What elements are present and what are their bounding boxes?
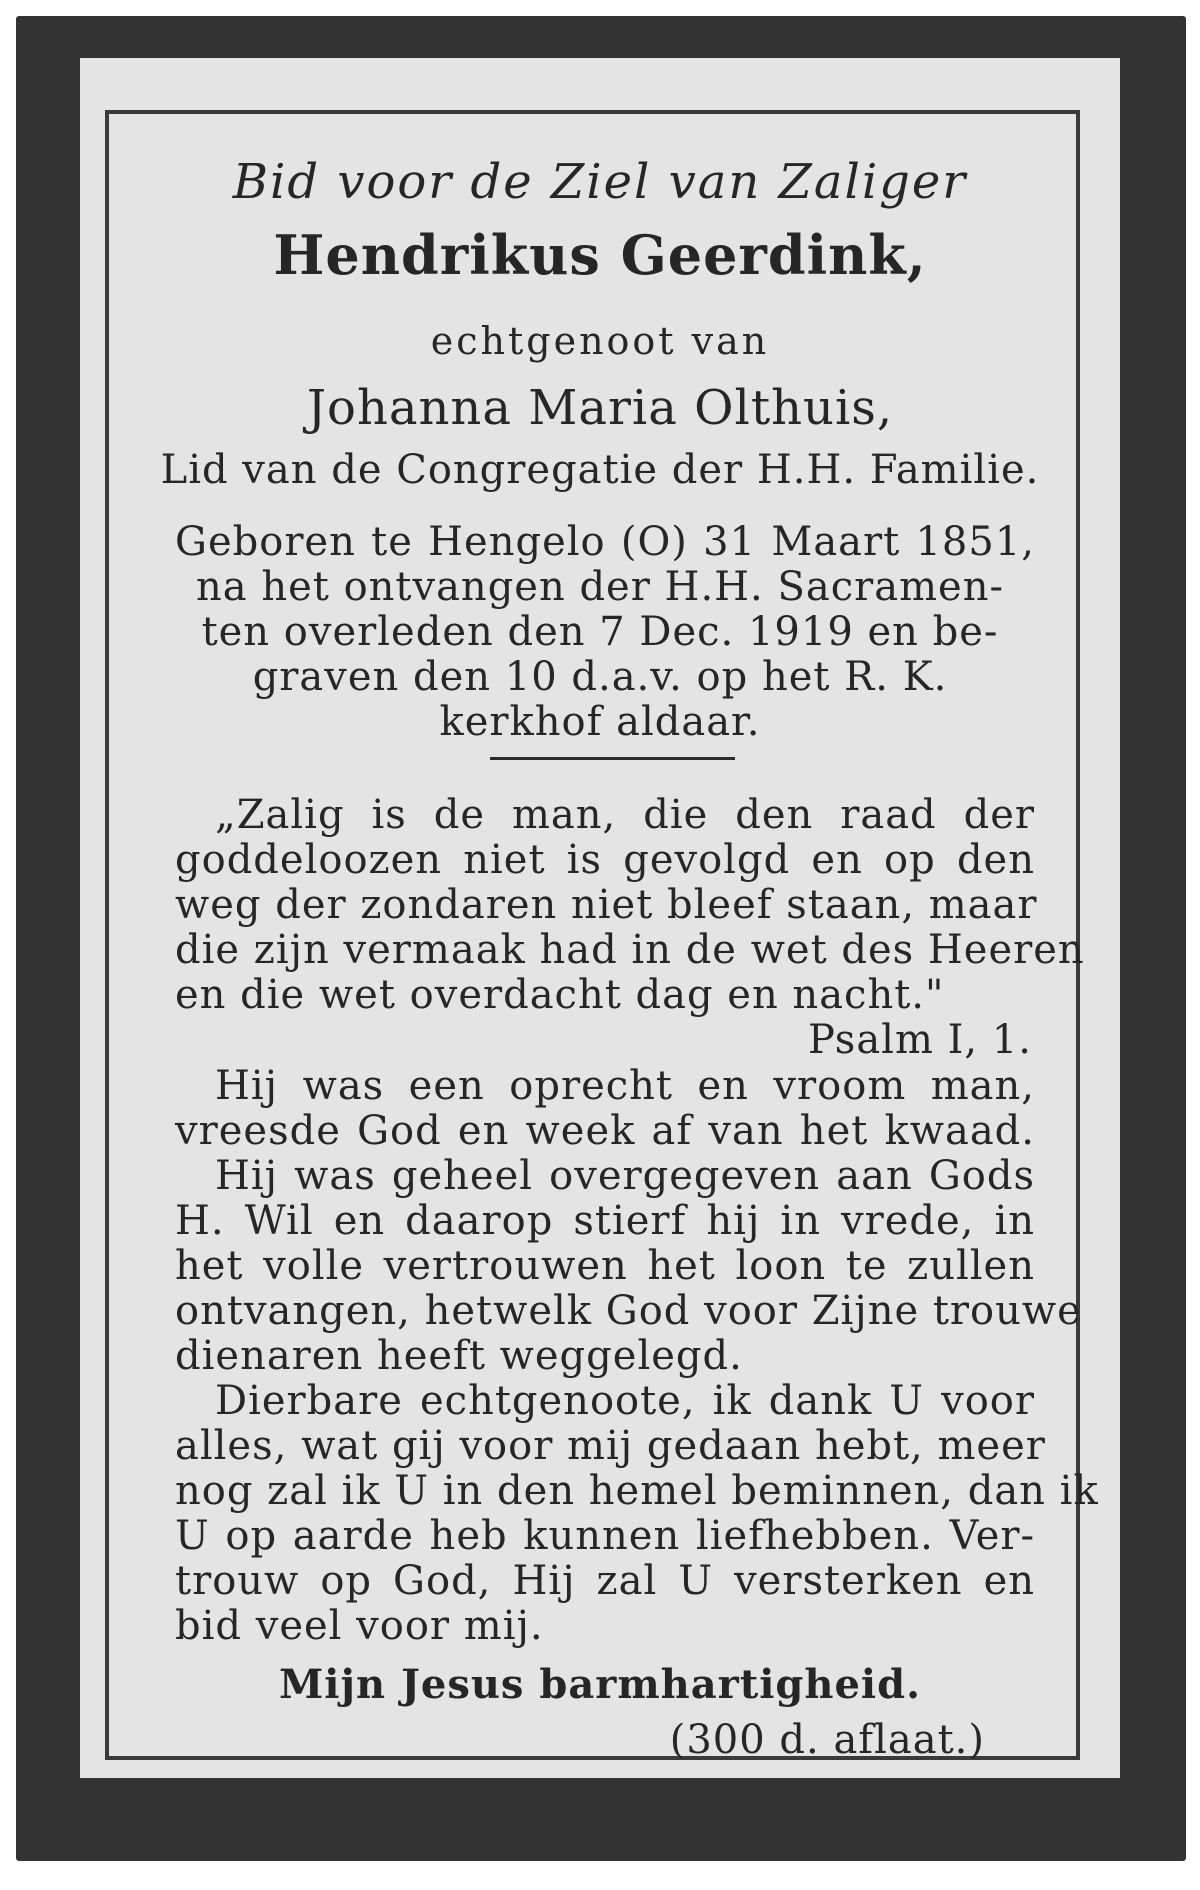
- closing-invocation: Mijn Jesus barmhartigheid.: [279, 1661, 921, 1708]
- biography-line: ten overleden den 7 Dec. 1919 en be-: [201, 609, 999, 655]
- psalm-line: en die wet overdacht dag en nacht.": [175, 972, 945, 1018]
- biography-line: graven den 10 d.a.v. op het R. K.: [252, 654, 948, 700]
- eulogy-line: nog zal ik U in den hemel beminnen, dan ik: [175, 1468, 1099, 1514]
- divider-rule: [490, 757, 735, 760]
- eulogy-line: bid veel voor mij.: [175, 1603, 544, 1649]
- biography-line: na het ontvangen der H.H. Sacramen-: [196, 564, 1004, 610]
- psalm-line: „Zalig is de man, die den raad der: [215, 792, 1035, 838]
- eulogy-line: trouw op God, Hij zal U versterken en: [175, 1558, 1035, 1604]
- prayer-heading: Bid voor de Ziel van Zaliger: [232, 154, 968, 210]
- eulogy-line: vreesde God en week af van het kwaad.: [175, 1108, 1035, 1154]
- relation-text: echtgenoot van: [430, 319, 770, 363]
- eulogy-line: H. Wil en daarop stierf hij in vrede, in: [175, 1198, 1035, 1244]
- indulgence-note: (300 d. aflaat.): [669, 1717, 985, 1763]
- eulogy-line: alles, wat gij voor mij gedaan hebt, meer: [175, 1423, 1046, 1469]
- eulogy-line: Hij was geheel overgegeven aan Gods: [215, 1153, 1035, 1199]
- eulogy-line: Hij was een oprecht en vroom man,: [215, 1063, 1035, 1109]
- psalm-line: die zijn vermaak had in de wet des Heeren: [175, 927, 1085, 973]
- biography-line: kerkhof aldaar.: [439, 699, 761, 745]
- biography-line: Geboren te Hengelo (O) 31 Maart 1851,: [175, 519, 1035, 565]
- eulogy-line: Dierbare echtgenoote, ik dank U voor: [215, 1378, 1035, 1424]
- eulogy-line: het volle vertrouwen het loon te zullen: [175, 1243, 1035, 1289]
- spouse-name: Johanna Maria Olthuis,: [306, 380, 894, 436]
- deceased-name: Hendrikus Geerdink,: [273, 223, 927, 287]
- eulogy-line: U op aarde heb kunnen liefhebben. Ver-: [175, 1513, 1035, 1559]
- psalm-line: weg der zondaren niet bleef staan, maar: [175, 882, 1038, 928]
- eulogy-line: ontvangen, hetwelk God voor Zijne trouwe: [175, 1288, 1082, 1334]
- membership-text: Lid van de Congregatie der H.H. Familie.: [160, 447, 1040, 493]
- psalm-line: goddeloozen niet is gevolgd en op den: [175, 837, 1035, 883]
- eulogy-line: dienaren heeft weggelegd.: [175, 1333, 743, 1379]
- psalm-reference: Psalm I, 1.: [807, 1017, 1032, 1063]
